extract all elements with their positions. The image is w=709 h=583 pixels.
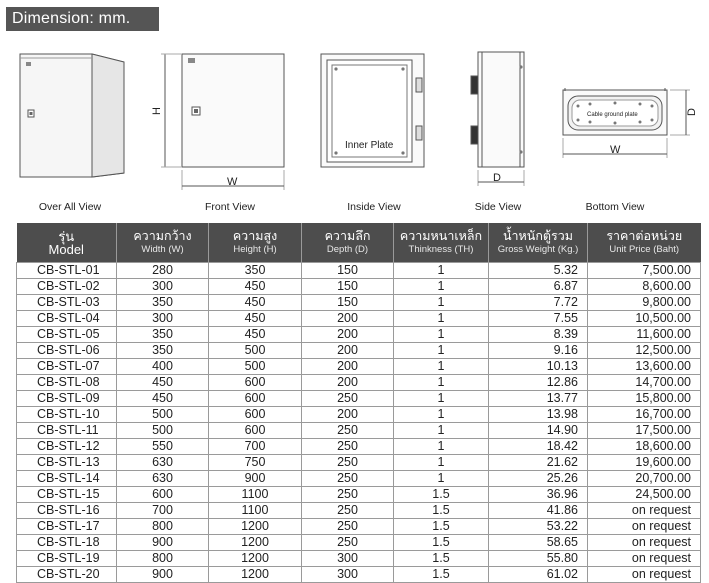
cell-height: 1200: [209, 567, 302, 583]
header-width-en: Width (W): [141, 243, 184, 255]
diagram-drawings: [0, 40, 709, 220]
cell-depth: 250: [302, 423, 394, 439]
cell-depth: 200: [302, 359, 394, 375]
cell-width: 500: [117, 423, 209, 439]
cell-model: CB-STL-18: [17, 535, 117, 551]
cell-depth: 200: [302, 327, 394, 343]
cell-price: on request: [588, 519, 701, 535]
cell-thickness: 1.5: [394, 519, 489, 535]
cell-thickness: 1.5: [394, 503, 489, 519]
cell-thickness: 1: [394, 295, 489, 311]
header-price: [588, 223, 701, 263]
cell-height: 350: [209, 263, 302, 279]
cell-price: 20,700.00: [588, 471, 701, 487]
cell-height: 500: [209, 343, 302, 359]
cell-height: 600: [209, 407, 302, 423]
cell-weight: 9.16: [489, 343, 588, 359]
table-row: [17, 455, 701, 471]
table-row: [17, 439, 701, 455]
cell-width: 800: [117, 519, 209, 535]
header-depth-th: ความลึก: [324, 228, 371, 243]
header-price-en: Unit Price (Baht): [609, 243, 680, 255]
overall-view-label: Over All View: [38, 201, 102, 213]
cell-weight: 14.90: [489, 423, 588, 439]
cell-weight: 36.96: [489, 487, 588, 503]
cell-depth: 300: [302, 567, 394, 583]
cell-model: CB-STL-10: [17, 407, 117, 423]
cell-height: 1100: [209, 503, 302, 519]
header-weight: [489, 223, 588, 263]
cell-price: 14,700.00: [588, 375, 701, 391]
cell-width: 300: [117, 279, 209, 295]
cell-price: 11,600.00: [588, 327, 701, 343]
side-d-label: D: [493, 172, 501, 184]
header-width-th: ความกว้าง: [133, 228, 192, 243]
cell-depth: 250: [302, 455, 394, 471]
table-row: [17, 375, 701, 391]
table-row: [17, 423, 701, 439]
cell-thickness: 1: [394, 359, 489, 375]
cell-weight: 21.62: [489, 455, 588, 471]
cell-thickness: 1.5: [394, 487, 489, 503]
page-title: Dimension: mm.: [6, 7, 159, 31]
cell-weight: 13.98: [489, 407, 588, 423]
header-model: [17, 223, 117, 263]
cell-model: CB-STL-06: [17, 343, 117, 359]
cell-model: CB-STL-04: [17, 311, 117, 327]
cell-depth: 250: [302, 535, 394, 551]
cell-weight: 58.65: [489, 535, 588, 551]
cell-weight: 7.72: [489, 295, 588, 311]
cell-height: 1100: [209, 487, 302, 503]
cell-price: 16,700.00: [588, 407, 701, 423]
cell-depth: 250: [302, 391, 394, 407]
inside-view-label: Inside View: [347, 201, 401, 213]
cell-thickness: 1: [394, 423, 489, 439]
cell-price: 8,600.00: [588, 279, 701, 295]
cell-weight: 53.22: [489, 519, 588, 535]
header-model-th: รุ่น: [58, 228, 75, 244]
cell-thickness: 1: [394, 311, 489, 327]
cell-model: CB-STL-03: [17, 295, 117, 311]
cell-depth: 250: [302, 471, 394, 487]
table-body: [17, 263, 701, 583]
cell-height: 600: [209, 375, 302, 391]
bottom-w-label: W: [610, 144, 621, 156]
cell-width: 350: [117, 295, 209, 311]
cell-depth: 250: [302, 487, 394, 503]
cell-thickness: 1: [394, 439, 489, 455]
header-price-th: ราคาต่อหน่วย: [606, 228, 683, 243]
header-height: [209, 223, 302, 263]
cell-price: 15,800.00: [588, 391, 701, 407]
cell-model: CB-STL-16: [17, 503, 117, 519]
cell-height: 1200: [209, 551, 302, 567]
cell-width: 280: [117, 263, 209, 279]
table-row: [17, 407, 701, 423]
cell-weight: 61.02: [489, 567, 588, 583]
cell-height: 700: [209, 439, 302, 455]
inner-plate-label: Inner Plate: [345, 140, 394, 151]
cell-width: 350: [117, 327, 209, 343]
header-thickness: [394, 223, 489, 263]
cell-height: 600: [209, 391, 302, 407]
cell-price: 9,800.00: [588, 295, 701, 311]
cell-height: 450: [209, 295, 302, 311]
cell-price: on request: [588, 535, 701, 551]
cell-thickness: 1: [394, 263, 489, 279]
header-height-en: Height (H): [233, 243, 277, 255]
header-thickness-en: Thinkness (TH): [408, 243, 474, 255]
cell-price: 13,600.00: [588, 359, 701, 375]
side-view-label: Side View: [474, 201, 522, 213]
cell-depth: 250: [302, 503, 394, 519]
cell-height: 750: [209, 455, 302, 471]
table-row: [17, 567, 701, 583]
cell-height: 450: [209, 279, 302, 295]
cell-price: 19,600.00: [588, 455, 701, 471]
cell-model: CB-STL-12: [17, 439, 117, 455]
cell-width: 900: [117, 535, 209, 551]
cell-model: CB-STL-07: [17, 359, 117, 375]
cell-model: CB-STL-19: [17, 551, 117, 567]
cell-width: 550: [117, 439, 209, 455]
table-row: [17, 327, 701, 343]
header-weight-en: Gross Weight (Kg.): [497, 243, 579, 255]
cell-thickness: 1: [394, 391, 489, 407]
cell-model: CB-STL-13: [17, 455, 117, 471]
table-row: [17, 471, 701, 487]
cell-width: 450: [117, 391, 209, 407]
cell-width: 630: [117, 455, 209, 471]
table-row: [17, 295, 701, 311]
cell-width: 300: [117, 311, 209, 327]
table-header-row: [17, 223, 701, 263]
cell-weight: 41.86: [489, 503, 588, 519]
cell-price: 24,500.00: [588, 487, 701, 503]
cell-weight: 13.77: [489, 391, 588, 407]
cell-thickness: 1.5: [394, 551, 489, 567]
header-depth: [302, 223, 394, 263]
cell-thickness: 1: [394, 279, 489, 295]
cell-model: CB-STL-02: [17, 279, 117, 295]
cell-thickness: 1.5: [394, 567, 489, 583]
cell-width: 500: [117, 407, 209, 423]
cell-model: CB-STL-01: [17, 263, 117, 279]
cell-height: 1200: [209, 535, 302, 551]
cell-depth: 200: [302, 343, 394, 359]
cell-weight: 6.87: [489, 279, 588, 295]
cell-height: 900: [209, 471, 302, 487]
cell-width: 700: [117, 503, 209, 519]
table-row: [17, 535, 701, 551]
cell-price: on request: [588, 551, 701, 567]
cell-width: 600: [117, 487, 209, 503]
front-h-label: H: [151, 107, 163, 115]
front-w-label: W: [227, 176, 238, 188]
cell-width: 400: [117, 359, 209, 375]
table-row: [17, 359, 701, 375]
cell-thickness: 1: [394, 327, 489, 343]
overall-view-drawing: [20, 54, 124, 177]
cell-price: 10,500.00: [588, 311, 701, 327]
table-row: [17, 391, 701, 407]
cell-width: 450: [117, 375, 209, 391]
cell-model: CB-STL-05: [17, 327, 117, 343]
cell-height: 450: [209, 311, 302, 327]
cell-model: CB-STL-11: [17, 423, 117, 439]
cell-height: 500: [209, 359, 302, 375]
front-view-label: Front View: [205, 201, 255, 213]
cell-thickness: 1: [394, 343, 489, 359]
cell-depth: 150: [302, 279, 394, 295]
cell-price: 18,600.00: [588, 439, 701, 455]
header-model-en: Model: [48, 241, 84, 257]
table-row: [17, 263, 701, 279]
cell-model: CB-STL-09: [17, 391, 117, 407]
table-row: [17, 343, 701, 359]
table-row: [17, 519, 701, 535]
cell-weight: 55.80: [489, 551, 588, 567]
cell-price: 17,500.00: [588, 423, 701, 439]
table-row: [17, 487, 701, 503]
dimension-diagrams: [0, 40, 709, 220]
header-width: [117, 223, 209, 263]
cell-depth: 300: [302, 551, 394, 567]
cell-weight: 8.39: [489, 327, 588, 343]
cell-depth: 150: [302, 263, 394, 279]
cell-model: CB-STL-17: [17, 519, 117, 535]
cell-height: 1200: [209, 519, 302, 535]
cell-depth: 150: [302, 295, 394, 311]
cell-thickness: 1.5: [394, 535, 489, 551]
table-row: [17, 279, 701, 295]
cell-thickness: 1: [394, 407, 489, 423]
table-row: [17, 551, 701, 567]
cell-weight: 12.86: [489, 375, 588, 391]
cell-depth: 200: [302, 375, 394, 391]
bottom-view-drawing: [563, 88, 690, 158]
header-height-th: ความสูง: [232, 228, 278, 243]
cell-depth: 200: [302, 311, 394, 327]
cell-depth: 250: [302, 519, 394, 535]
front-view-drawing: [161, 54, 284, 190]
specification-table: [16, 223, 701, 583]
cell-thickness: 1: [394, 375, 489, 391]
cell-height: 450: [209, 327, 302, 343]
cell-depth: 250: [302, 439, 394, 455]
cell-width: 630: [117, 471, 209, 487]
bottom-view-label: Bottom View: [585, 201, 645, 213]
header-depth-en: Depth (D): [326, 243, 369, 255]
cell-model: CB-STL-14: [17, 471, 117, 487]
cell-height: 600: [209, 423, 302, 439]
cell-model: CB-STL-20: [17, 567, 117, 583]
cell-weight: 5.32: [489, 263, 588, 279]
header-thickness-th: ความหนาเหล็ก: [399, 228, 483, 243]
cell-weight: 10.13: [489, 359, 588, 375]
side-view-drawing: [471, 52, 524, 186]
cell-weight: 18.42: [489, 439, 588, 455]
cell-thickness: 1: [394, 471, 489, 487]
cell-price: on request: [588, 503, 701, 519]
cell-model: CB-STL-15: [17, 487, 117, 503]
table-row: [17, 311, 701, 327]
table-row: [17, 503, 701, 519]
cell-width: 900: [117, 567, 209, 583]
cell-price: on request: [588, 567, 701, 583]
cable-plate-label: Cable ground plate: [587, 112, 638, 118]
cell-width: 350: [117, 343, 209, 359]
cell-thickness: 1: [394, 455, 489, 471]
bottom-d-label: D: [686, 108, 698, 116]
cell-depth: 200: [302, 407, 394, 423]
cell-price: 12,500.00: [588, 343, 701, 359]
cell-weight: 25.26: [489, 471, 588, 487]
cell-model: CB-STL-08: [17, 375, 117, 391]
header-weight-th: น้ำหนักตู้รวม: [502, 228, 573, 243]
cell-weight: 7.55: [489, 311, 588, 327]
cell-width: 800: [117, 551, 209, 567]
cell-price: 7,500.00: [588, 263, 701, 279]
